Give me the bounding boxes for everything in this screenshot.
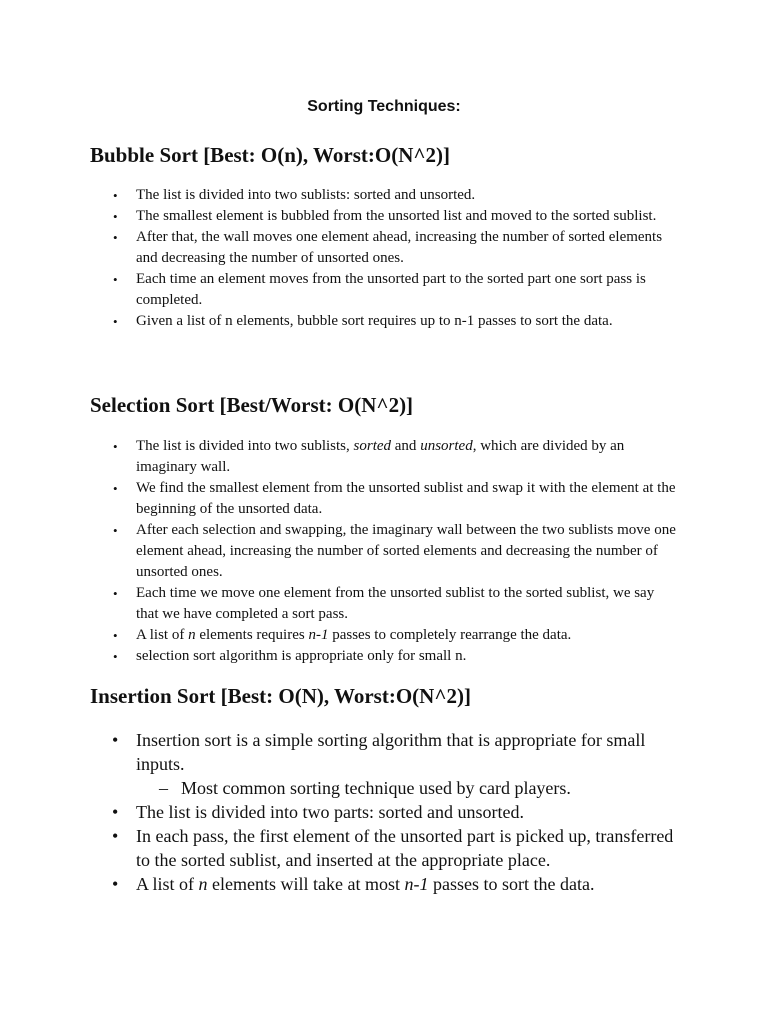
list-item: • We find the smallest element from the unsorted sublist and swap it with the element at the beginning of the unsorted data.	[0, 478, 680, 520]
list-item: • The list is divided into two parts: sorted and unsorted.	[0, 800, 690, 824]
list-item: • Insertion sort is a simple sorting algorithm that is appropriate for small inputs.	[0, 728, 690, 776]
list-item: • Each time we move one element from the unsorted sublist to the sorted sublist, we say that we have completed a sort pass.	[0, 583, 680, 625]
list-item: • Each time an element moves from the unsorted part to the sorted part one sort pass is completed.	[0, 269, 680, 311]
list-item: • In each pass, the first element of the unsorted part is picked up, transferred to the sorted sublist, and inserted at the appropriate place.	[0, 824, 690, 872]
list-item: • The smallest element is bubbled from the unsorted list and moved to the sorted sublist.	[0, 206, 680, 227]
list-item: • The list is divided into two sublists, sorted and unsorted, which are divided by an imaginary wall.	[0, 436, 680, 478]
list-item: • The list is divided into two sublists: sorted and unsorted.	[0, 185, 680, 206]
bubble-sort-heading: Bubble Sort [Best: O(n), Worst:O(N^2)]	[90, 143, 451, 167]
selection-sort-heading: Selection Sort [Best/Worst: O(N^2)]	[90, 393, 414, 417]
list-item: • Given a list of n elements, bubble sort requires up to n-1 passes to sort the data.	[0, 311, 680, 332]
page-title: Sorting Techniques:	[307, 98, 461, 115]
list-item: • After each selection and swapping, the imaginary wall between the two sublists move one element ahead, increasing the number of sorted elements and decreasing the number of unsorted ones.	[0, 520, 680, 583]
bubble-sort-list	[0, 185, 680, 332]
list-item: • After that, the wall moves one element ahead, increasing the number of sorted elements and decreasing the number of unsorted ones.	[0, 227, 680, 269]
insertion-sort-list	[0, 728, 690, 896]
insertion-sort-heading: Insertion Sort [Best: O(N), Worst:O(N^2)]	[90, 684, 472, 708]
selection-sort-list	[0, 436, 680, 667]
list-item: • A list of n elements requires n-1 passes to completely rearrange the data.	[0, 625, 680, 646]
list-item: • selection sort algorithm is appropriate only for small n.	[0, 646, 680, 667]
sub-list-item: – Most common sorting technique used by card players.	[0, 776, 690, 800]
list-item: • A list of n elements will take at most n-1 passes to sort the data.	[0, 872, 690, 896]
